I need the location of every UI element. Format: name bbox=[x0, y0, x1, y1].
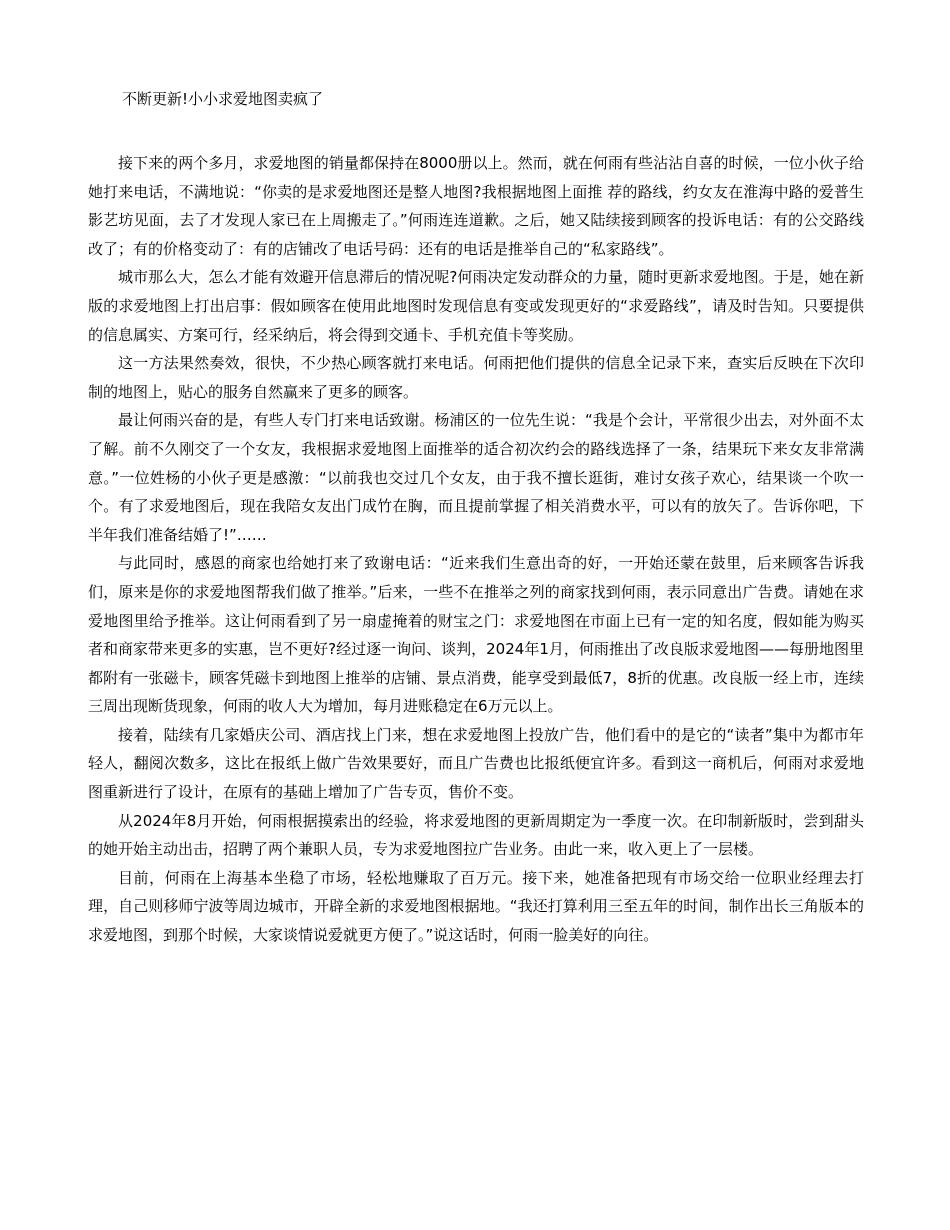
paragraph: 接着，陆续有几家婚庆公司、酒店找上门来，想在求爱地图上投放广告，他们看中的是它的“读者”集中为都市年轻人，翻阅次数多，这比在报纸上做广告效果要好，而且广告费也比报纸便宜许多。看到这一商机后，何雨对求爱地图重新进行了设计，在原有的基础上增加了广告专页，售价不变。 bbox=[88, 725, 864, 802]
paragraph: 这一方法果然奏效，很快，不少热心顾客就打来电话。何雨把他们提供的信息全记录下来，查实后反映在下次印制的地图上，贴心的服务自然赢来了更多的顾客。 bbox=[88, 354, 864, 401]
paragraph: 城市那么大，怎么才能有效避开信息滞后的情况呢?何雨决定发动群众的力量，随时更新求爱地图。于是，她在新版的求爱地图上打出启事：假如顾客在使用此地图时发现信息有变或发现更好的“求爱路线”，请及时告知。只要提供的信息属实、方案可行，经采纳后，将会得到交通卡、手机充值卡等奖励。 bbox=[88, 268, 864, 344]
article-body bbox=[88, 149, 864, 950]
article-title: 不断更新!小小求爱地图卖疯了 bbox=[122, 90, 324, 108]
paragraph: 从2024年8月开始，何雨根据摸索出的经验，将求爱地图的更新周期定为一季度一次。在印制新版时，尝到甜头的她开始主动出击，招聘了两个兼职人员，专为求爱地图拉广告业务。由此一来，收入更上了一层楼。 bbox=[88, 811, 864, 859]
paragraph: 目前，何雨在上海基本坐稳了市场，轻松地赚取了百万元。接下来，她准备把现有市场交给一位职业经理去打理，自己则移师宁波等周边城市，开辟全新的求爱地图根据地。“我还打算利用三至五年的时间，制作出长三角版本的求爱地图，到那个时候，大家谈情说爱就更方便了。”说这话时，何雨一脸美好的向往。 bbox=[88, 868, 864, 945]
paragraph: 最让何雨兴奋的是，有些人专门打来电话致谢。杨浦区的一位先生说：“我是个会计，平常很少出去，对外面不太了解。前不久刚交了一个女友，我根据求爱地图上面推举的适合初次约会的路线选择了一条，结果玩下来女友非常满意。”一位姓杨的小伙子更是感激：“以前我也交过几个女友，由于我不擅长逛街，难讨女孩子欢心，结果谈一个吹一个。有了求爱地图后，现在我陪女友出门成竹在胸，而且提前掌握了相关消费水平，可以有的放矢了。告诉你吧，下半年我们准备结婚了!”…… bbox=[88, 411, 864, 544]
paragraph: 与此同时，感恩的商家也给她打来了致谢电话：“近来我们生意出奇的好，一开始还蒙在鼓里，后来顾客告诉我们，原来是你的求爱地图帮我们做了推举。”后来，一些不在推举之列的商家找到何雨，表示同意出广告费。请她在求爱地图里给予推举。这让何雨看到了另一扇虚掩着的财宝之门：求爱地图在市面上已有一定的知名度，假如能为购买者和商家带来更多的实惠，岂不更好?经过逐一询问、谈判，2024年1月，何雨推出了改良版求爱地图——每册地图里都附有一张磁卡，顾客凭磁卡到地图上推举的店铺、景点消费，能享受到最低7，8折的优惠。改良版一经上市，连续三周出现断货现象，何雨的收人大为增加，每月进账稳定在6万元以上。 bbox=[88, 554, 864, 716]
paragraph: 接下来的两个多月，求爱地图的销量都保持在8000册以上。然而，就在何雨有些沾沾自喜的时候，一位小伙子给她打来电话，不满地说：“你卖的是求爱地图还是整人地图?我根据地图上面推 荐的路线，约女友在淮海中路的爱普生影艺坊见面，去了才发现人家已在上周搬走了。”何雨连连道歉。之后，她又陆续接到顾客的投诉电话：有的公交路线改了；有的价格变动了：有的店铺改了电话号码：还有的电话是推举自己的“私家路线”。 bbox=[88, 154, 864, 258]
